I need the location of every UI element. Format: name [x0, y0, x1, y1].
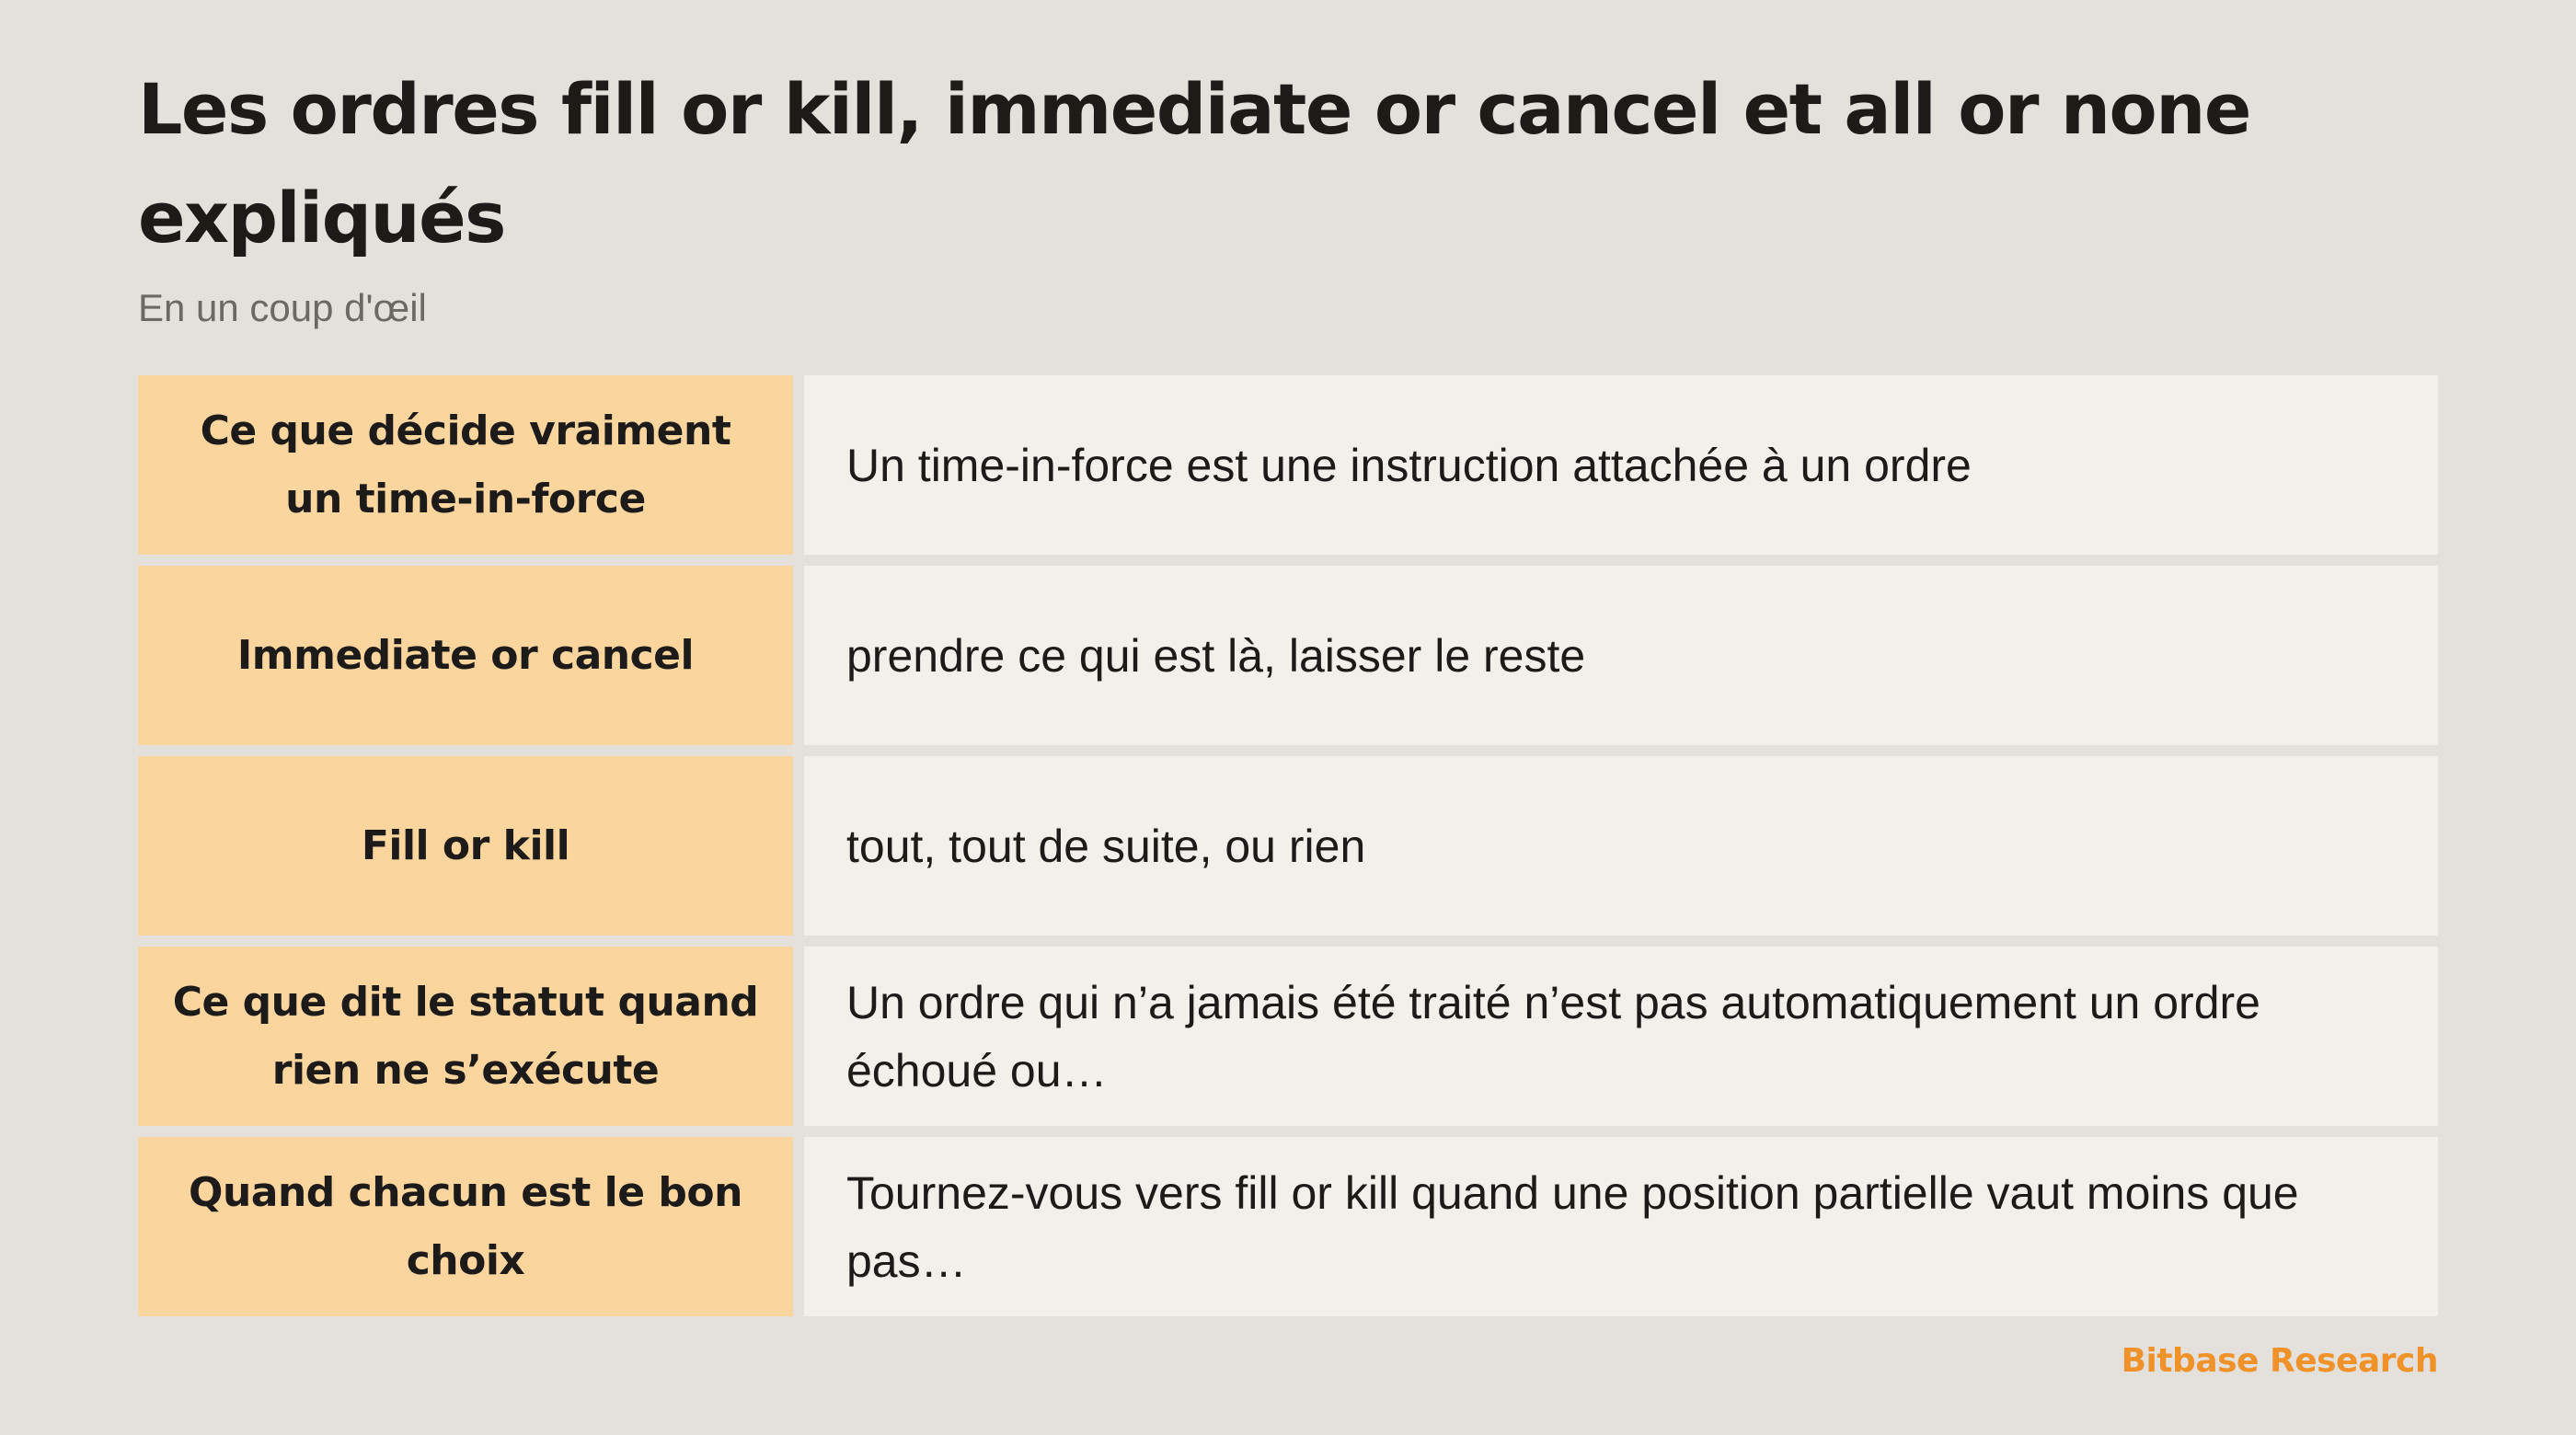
- row-value-cell: [804, 947, 2438, 1126]
- row-value: Tournez-vous vers fill or kill quand une position partielle vaut moins que pas…: [846, 1166, 2299, 1287]
- page-subtitle: En un coup d'œil: [138, 286, 427, 329]
- page-title: Les ordres fill or kill, immediate or cancel et all or none expliqués: [138, 68, 2250, 258]
- table-row: [138, 1137, 2438, 1316]
- table-row: [138, 756, 2438, 936]
- summary-table: [138, 375, 2438, 1316]
- row-label-cell: [138, 1137, 793, 1316]
- row-value: tout, tout de suite, ou rien: [846, 820, 1366, 872]
- row-label: Fill or kill: [361, 821, 570, 869]
- brand-footer: Bitbase Research: [2121, 1342, 2438, 1380]
- row-label-cell: [138, 566, 793, 745]
- row-label-cell: [138, 756, 793, 936]
- table-row: [138, 566, 2438, 745]
- table-row: [138, 947, 2438, 1126]
- row-value: Un time-in-force est une instruction attachée à un ordre: [846, 439, 1972, 491]
- row-value-cell: [804, 375, 2438, 555]
- row-label: Quand chacun est le bon choix: [189, 1168, 742, 1284]
- slide: [138, 55, 2438, 1287]
- row-label-cell: [138, 947, 793, 1126]
- row-label-cell: [138, 375, 793, 555]
- row-value: prendre ce qui est là, laisser le reste: [846, 629, 1586, 682]
- row-label: Ce que décide vraiment un time-in-force: [200, 407, 731, 522]
- row-value-cell: [804, 566, 2438, 745]
- row-label: Ce que dit le statut quand rien ne s’exécute: [172, 978, 759, 1094]
- table-row: [138, 375, 2438, 555]
- row-value: Un ordre qui n’a jamais été traité n’est pas automatiquement un ordre échoué ou…: [846, 976, 2260, 1096]
- row-label: Immediate or cancel: [236, 631, 695, 679]
- row-value-cell: [804, 1137, 2438, 1316]
- row-value-cell: [804, 756, 2438, 936]
